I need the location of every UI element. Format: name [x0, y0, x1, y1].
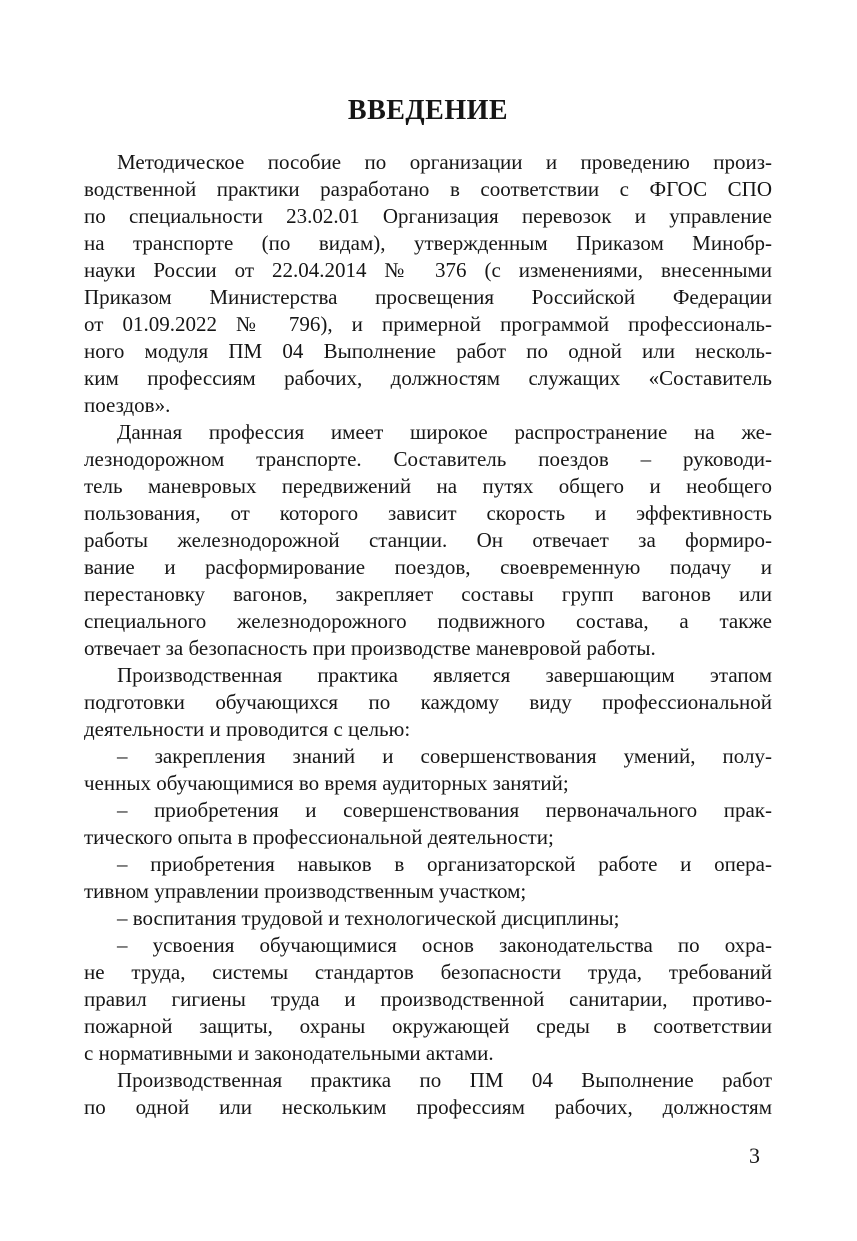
- text-line: правил гигиены труда и производственной санитарии, противо-: [84, 987, 772, 1011]
- text-line: тивном управлении производственным участком;: [84, 879, 527, 903]
- paragraph: [84, 905, 772, 932]
- text-line: тического опыта в профессиональной деятельности;: [84, 825, 554, 849]
- page-number: 3: [749, 1143, 760, 1168]
- text-line: водственной практики разработано в соответствии с ФГОС СПО: [84, 177, 772, 201]
- text-line: подготовки обучающихся по каждому виду профессиональной: [84, 690, 772, 714]
- text-line: по специальности 23.02.01 Организация перевозок и управление: [84, 204, 772, 228]
- text-line: по одной или нескольким профессиям рабочих, должностям: [84, 1095, 772, 1119]
- text-line: – воспитания трудовой и технологической дисциплины;: [117, 906, 620, 930]
- text-line: работы железнодорожной станции. Он отвечает за формиро-: [84, 528, 772, 552]
- paragraph: [84, 851, 772, 905]
- paragraph: [84, 149, 772, 419]
- text-line: перестановку вагонов, закрепляет составы групп вагонов или: [84, 582, 772, 606]
- page-title: ВВЕДЕНИЕ: [347, 95, 509, 126]
- paragraph: [84, 743, 772, 797]
- text-line: от 01.09.2022 № 796), и примерной программой профессиональ-: [84, 312, 772, 336]
- text-line: ного модуля ПМ 04 Выполнение работ по одной или несколь-: [84, 339, 772, 363]
- text-line: не труда, системы стандартов безопасности труда, требований: [84, 960, 772, 984]
- paragraph: [84, 932, 772, 1067]
- paragraph: [84, 662, 772, 743]
- text-line: – закрепления знаний и совершенствования умений, полу-: [117, 744, 772, 768]
- text-line: пожарной защиты, охраны окружающей среды в соответствии: [84, 1014, 772, 1038]
- text-line: на транспорте (по видам), утвержденным Приказом Минобр-: [84, 231, 772, 255]
- body-text: [84, 149, 772, 1121]
- text-line: пользования, от которого зависит скорость и эффективность: [84, 501, 772, 525]
- text-line: лезнодорожном транспорте. Составитель поездов – руководи-: [84, 447, 772, 471]
- text-line: – приобретения и совершенствования первоначального прак-: [117, 798, 772, 822]
- text-line: науки России от 22.04.2014 № 376 (с изменениями, внесенными: [84, 258, 772, 282]
- text-line: вание и расформирование поездов, своевременную подачу и: [84, 555, 772, 579]
- paragraph: [84, 797, 772, 851]
- text-line: с нормативными и законодательными актами.: [84, 1041, 494, 1065]
- text-line: ченных обучающимися во время аудиторных занятий;: [84, 771, 569, 795]
- text-line: Производственная практика по ПМ 04 Выполнение работ: [117, 1068, 772, 1092]
- text-line: Приказом Министерства просвещения Российской Федерации: [84, 285, 772, 309]
- text-line: поездов».: [84, 393, 171, 417]
- text-line: отвечает за безопасность при производстве маневровой работы.: [84, 636, 656, 660]
- text-line: деятельности и проводится с целью:: [84, 717, 411, 741]
- paragraph: [84, 419, 772, 662]
- text-line: тель маневровых передвижений на путях общего и необщего: [84, 474, 772, 498]
- text-line: специального железнодорожного подвижного состава, а также: [84, 609, 772, 633]
- text-line: Производственная практика является завершающим этапом: [117, 663, 772, 687]
- paragraph: [84, 1067, 772, 1121]
- text-line: – приобретения навыков в организаторской работе и опера-: [117, 852, 772, 876]
- text-line: Методическое пособие по организации и проведению произ-: [117, 150, 772, 174]
- text-line: ким профессиям рабочих, должностям служащих «Составитель: [84, 366, 772, 390]
- text-line: Данная профессия имеет широкое распространение на же-: [117, 420, 772, 444]
- text-line: – усвоения обучающимися основ законодательства по охра-: [117, 933, 772, 957]
